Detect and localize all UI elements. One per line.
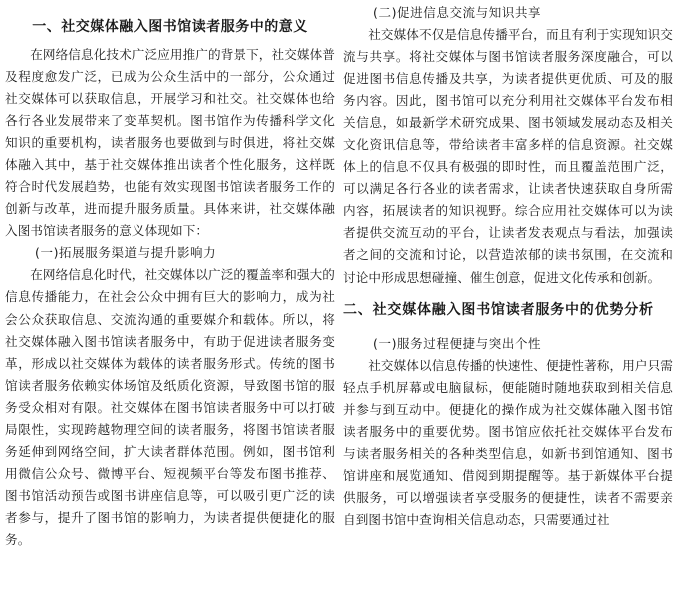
paragraph-3: 社交媒体以信息传播的快速性、便捷性著称，用户只需轻点手机屏幕或电脑鼠标，便能随时随地获取到相关信息并参与到互动中。便捷化的操作成为社交媒体融入图书馆读者服务中的重要优势。图书馆应依托社交媒体平台发布与读者服务相关的各种类型信息，如新书到馆通知、图书馆讲座和展览通知、借阅到期提醒等。基于新媒体平台提供服务，可以增强读者享受服务的便捷性，读者不需要亲自到图书馆中查询相关信息动态，只需要通过社 bbox=[343, 357, 673, 527]
section-heading-2: 二、社交媒体融入图书馆读者服务中的优势分析 bbox=[343, 301, 654, 318]
section-heading-1: 一、社交媒体融入图书馆读者服务中的意义 bbox=[32, 19, 308, 35]
paragraph-2: 社交媒体不仅是信息传播平台，而且有利于实现知识交流与共享。将社交媒体与图书馆读者服务深度融合，可以促进图书信息传播及共享，为读者提供更优质、可及的服务内容。因此，图书馆可以充分利用社交媒体平台发布相关信息，如最新学术研究成果、图书领域发展动态及相关文化资讯信息等，带给读者丰富多样的信息资源。社交媒体上的信息不仅具有极强的即时性，而且覆盖范围广泛，可以满足各行各业的读者需求，让读者快速获取自身所需内容，拓展读者的知识视野。综合应用社交媒体可以为读者提供交流互动的平台，让读者发表观点与看法，加强读者之间的交流和讨论，以营造浓郁的读书氛围，在交流和讨论中形成思想碰撞、催生创意，促进文化传承和创新。 bbox=[343, 27, 673, 285]
subheading-2: (二)促进信息交流与知识共享 bbox=[373, 5, 542, 20]
subheading-1: (一)拓展服务渠道与提升影响力 bbox=[35, 245, 217, 261]
subheading-3: (一)服务过程便捷与突出个性 bbox=[373, 335, 542, 351]
right-column bbox=[343, 0, 673, 531]
left-column bbox=[5, 0, 335, 551]
intro-paragraph: 在网络信息化技术广泛应用推广的背景下，社交媒体普及程度愈发广泛，已成为公众生活中的一部分，公众通过社交媒体可以获取信息，开展学习和社交。社交媒体也给各行各业发展带来了变革契机。图书馆作为传播科学文化知识的重要机构，读者服务也要做到与时俱进，将社交媒体融入其中，基于社交媒体推出读者个性化服务，这样既符合时代发展趋势，也能有效实现图书馆读者服务工作的创新与改革，进而提升服务质量。具体来讲，社交媒体融入图书馆读者服务的意义体现如下： bbox=[5, 47, 335, 239]
paragraph-1: 在网络信息化时代，社交媒体以广泛的覆盖率和强大的信息传播能力，在社会公众中拥有巨大的影响力，成为社会公众获取信息、交流沟通的重要媒介和载体。所以，将社交媒体融入图书馆读者服务中，有助于促进读者服务变革，形成以社交媒体为载体的读者服务形式。传统的图书馆读者服务依赖实体场馆及纸质化资源，导致图书馆的服务受众相对有限。社交媒体在图书馆读者服务中可以打破局限性，实现跨越物理空间的读者服务，将图书馆读者服务延伸到网络空间，扩大读者群体范围。例如，图书馆利用微信公众号、微博平台、短视频平台等发布图书推荐、图书馆活动预告或图书讲座信息等，可以吸引更广泛的读者参与，提升了图书馆的影响力，为读者提供便捷化的服务。 bbox=[5, 267, 335, 547]
